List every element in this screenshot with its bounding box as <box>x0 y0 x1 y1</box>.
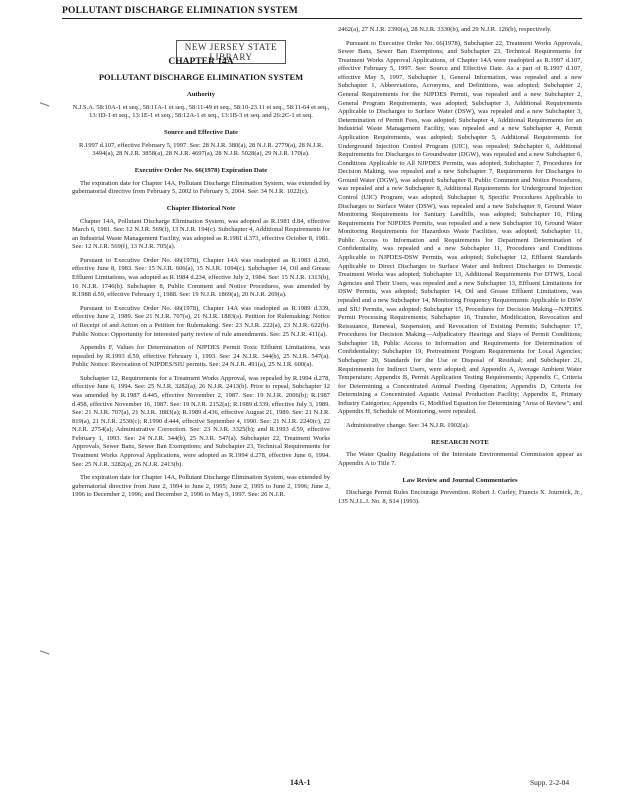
page-number: 14A-1 <box>290 778 311 787</box>
chapter-title: POLLUTANT DISCHARGE ELIMINATION SYSTEM <box>98 71 304 82</box>
history-paragraph: Appendix F, Values for Determination of NJPDES Permit Toxic Effluent Limitations, was repealed by R.1993 d.59, effective February 1, 1993. See: 24 N.J.R. 344(b), 25 N.J.R. 547(a). Public Notice: Revocation of NJPDES/SIU permits. See: 24 N.J.R. 491(a), 25 N.J.R. 600(a). <box>72 344 330 369</box>
authority-heading: Authority <box>186 90 216 98</box>
research-heading: RESEARCH NOTE <box>431 438 489 446</box>
law-review-text: Discharge Permit Rules Encourage Prevention. Robert J. Curley, Francis X. Journick, Jr., 135 N.J.L.J. No. 8, S14 (1993). <box>338 489 582 506</box>
history-paragraph: Subchapter 12, Requirements for a Treatment Works Approval, was repealed by R.1994 d.278, effective June 6, 1994. See: 25 N.J.R. 3282(a), 26 N.J.R. 2413(b). Prior to repeal, Subchapter 12 was amended by R.1987 d.445, effective November 2, 1987. See: 19 N.J.R. 2006(b); R.1987 d.458, effective November 16, 1987. See: 19 N.J.R. 2152(a); R.1989 d.339, effective July 3, 1989. See: 21 N.J.R. 707(a), 21 N.J.R. 1883(a); R.1989 d.436, effective August 21, 1989. See: 21 N.J.R. 819(a), 21 N.J.R. 2530(c); R.1990 d.444, effective September 4, 1990. See: 21 N.J.R. 2240(c), 22 N.J.R. 2754(a); Administrative Correction. See: 23 N.J.R. 3325(b); and R.1993 d.59, effective February 1, 1993. See: 24 N.J.R. 344(b), 25 N.J.R. 547(a). Subchapter 22, Treatment Works Approvals, Sewer Bans, Sewer Ban Exemptions; and Subchapter 23, Technical Requirements for Treatment Works Approval Applications, were adopted as R.1994 d.278, effective June 6, 1994. See: 25 N.J.R. 3282(a), 26 N.J.R. 2413(b). <box>72 374 330 468</box>
history-paragraph: Chapter 14A, Pollutant Discharge Elimination System, was adopted as R.1981 d.84, effective March 6, 1981. See: 12 N.J.R. 569(f), 13 N.J.R. 194(c). Subchapter 4, Additional Requirements for an Industrial Waste Management Facility, was adopted as R.1981 d.373, effective October 8, 1981. See: 12 N.J.R. 569(f), 13 N.J.R. 705(a). <box>72 217 330 251</box>
expiration-text: The expiration date for Chapter 14A, Pollutant Discharge Elimination System, was extended by gubernatorial directive from February 5, 2002 to February 5, 2004. See: 34 N.J.R. 1022(c). <box>72 179 330 196</box>
history-paragraph: Pursuant to Executive Order No. 66(1978), Chapter 14A was readopted as R.1989 d.339, effective June 2, 1989. See 21 N.J.R. 707(a), 21 N.J.R. 1883(a). Petition for Rulemaking: Notice of Receipt of and Action on a Petition for Rulemaking. See: 23 N.J.R. 222(a), 23 N.J.R. 622(b). Public Notice: Opportunity for interested party review of rule amendments. See: 25 N.J.R. 411(a). <box>72 304 330 338</box>
right-column <box>338 26 582 512</box>
supplement-date: Supp. 2-2-04 <box>530 778 570 787</box>
admin-change: Administrative change. See: 34 N.J.R. 1902(a). <box>346 422 470 430</box>
source-heading: Source and Effective Date <box>164 128 238 136</box>
expiration-heading: Executive Order No. 66(1978) Expiration Date <box>134 166 268 174</box>
research-text: The Water Quality Regulations of the Interstate Environmental Commission appear as Appendix A to Title 7. <box>338 451 582 468</box>
running-head: POLLUTANT DISCHARGE ELIMINATION SYSTEM <box>62 6 582 19</box>
law-review-heading: Law Review and Journal Commentaries <box>402 476 518 484</box>
chapter-number: CHAPTER 14A <box>168 57 234 67</box>
source-text: R.1997 d.107, effective February 5, 1997. See: 28 N.J.R. 380(a), 28 N.J.R. 2779(a), 28 N.J.R. 3494(a), 28 N.J.R. 3858(a), 28 N.J.R. 4697(a), 28 N.J.R. 5028(a), 29 N.J.R. 170(a). <box>79 141 323 158</box>
history-paragraph: The expiration date for Chapter 14A, Pollutant Discharge Elimination System, was extended by gubernatorial directive from June 2, 1994 to June 2, 1995; June 2, 1995 to June 2, 1996; June 2, 1996 to December 2, 1996; and December 2, 1996 to May 5, 1997. See: 26 N.J.R. <box>72 474 330 499</box>
margin-mark <box>40 100 50 106</box>
history-heading: Chapter Historical Note <box>166 204 236 212</box>
left-column <box>72 56 330 505</box>
authority-text: N.J.S.A. 58:10A-1 et seq., 58:11A-1 et seq., 58:11-49 et seq., 58:10-23.11 et seq., 58:11-64 et seq., 13:1D-1 et seq., 13:1E-1 et seq., 58:12A-1 et seq., 13:1B-3 et seq. and 26:2C-1 et seq. <box>72 103 330 120</box>
readoption-paragraph: Pursuant to Executive Order No. 66(1978), Subchapter 22, Treatment Works Approvals, Sewer Bans, Sewer Ban Exemptions; and Subchapter 23, Technical Requirements for Treatment Works Approval Applications, of Chapter 14A were readopted as R.1997 d.107, effective February 5, 1997. See: Source and Effective Date. As a part of R.1997 d.107, effective May 5, 1997, Subchapter 1, General Information, was repealed and a new Subchapter 1, Abbreviations, Acronyms, and Definitions, was adopted; Subchapter 2, General Requirements for the NJPDES Permit, was repealed and a new Subchapter 2, General Program Requirements, was adopted; Subchapter 3, Additional Requirements Applicable to Discharges to Surface Water (DSW), was repealed and a new Subchapter 3, Determination of Permit Fees, was adopted; Subchapter 4, Additional Requirements for an Industrial Waste Management Facility, was repealed and a new Subchapter 4, Permit Application Requirements, was adopted; Subchapter 5, Additional Requirements for Underground Injection Control Program (UIC), was repealed; Subchapter 6, Additional Requirements for Discharges to Groundwater (DGW), was repealed and a new Subchapter 6, Conditions Applicable to All NJPDES Permits, was adopted; Subchapter 7, Procedures for Decision Making, was repealed and a new Subchapter 7, Requirements for Discharges to Ground Water (DGW), was adopted; Subchapter 8, Public Comment and Notice Procedures, was repealed and a new Subchapter 8, Additional Requirements for Underground Injection Control (UIC) Program, was adopted; Subchapter 9, Specific Procedures Applicable to Discharges to Surface Water (DSW), was repealed and a new Subchapter 9, Ground Water Monitoring Requirements for Sanitary Landfills, was adopted; Subchapter 10, Filing Requirements For NJPDES Permits, was repealed and a new Subchapter 10, Ground Water Monitoring Requirements for Hazardous Waste Facilities, was adopted; Subchapter 11, Public Access to Information and Requirements for Department Determination of Confidentiality, was repealed and a new Subchapter 11, Procedures and Conditions Applicable to NJPDES-DSW Permits, was adopted; Subchapter 12, Effluent Standards Applicable to Direct Discharges to Surface Water and Indirect Discharges to Domestic Treatment Works was adopted; Subchapter 13, Additional Requirements For DTWS, Local Agencies and Their Users, was repealed and a new Subchapter 13, Effluent Limitations for DSW Permits, was adopted; Subchapter 14, Oil and Grease Effluent Limitations, was repealed and a new Subchapter 14, Monitoring Frequency Requirements Applicable to DSW and SIU Permits, was adopted; Subchapter 15, Procedures for Decision Making—NJPDES Permit Processing Requirements; Subchapter 16, Transfer, Modification, Revocation and Reissuance, Renewal, Suspension, and Revocation of Existing Permits; Subchapter 17, Procedures for Decision Making—Adjudicatory Hearings and Stays of Permit Conditions; Subchapter 18, Public Access to Information and Requirements for Determination of Confidentiality; Subchapter 19, Pretreatment Program Requirements for Local Agencies; Subchapter 20, Standards for the Use or Disposal of Residual; and Subchapter 21, Requirements for Indirect Users, were adopted; and Appendix A, Average Ambient Water Temperature; Appendix B, Permit Application Testing Requirements; Appendix C, Criteria for Determining a Concentrated Animal Feeding Operation; Appendix D, Criteria for Determining a Concentrated Aquatic Animal Production Facility; Appendix E, Primary Industry Categories; Appendix G, Modified Equation for Determining "Area of Review"; and Appendix H, Schedule of Monitoring, were repealed. <box>338 39 582 416</box>
margin-mark <box>40 648 50 654</box>
library-stamp: NEW JERSEY STATE LIBRARY <box>176 40 286 64</box>
history-paragraph: Pursuant to Executive Order No. 66(1978), Chapter 14A was readopted as R.1983 d.260, effective June 8, 1983. See: 15 N.J.R. 606(a), 15 N.J.R. 1094(c). Subchapter 14, Oil and Grease Effluent Limitations, was adopted as R.1984 d.234, effective July 2, 1984. See: 15 N.J.R. 1313(b), 16 N.J.R. 1746(b). Subchapter 8, Public Comment and Notice Procedures, was amended by R.1988 d.59, effective February 1, 1988. See: 19 N.J.R. 1869(a), 20 N.J.R. 269(a). <box>72 256 330 299</box>
continuation-text: 2462(a), 27 N.J.R. 2390(a), 28 N.J.R. 3330(b), and 29 N.J.R. 126(b), respectively. <box>338 26 552 33</box>
